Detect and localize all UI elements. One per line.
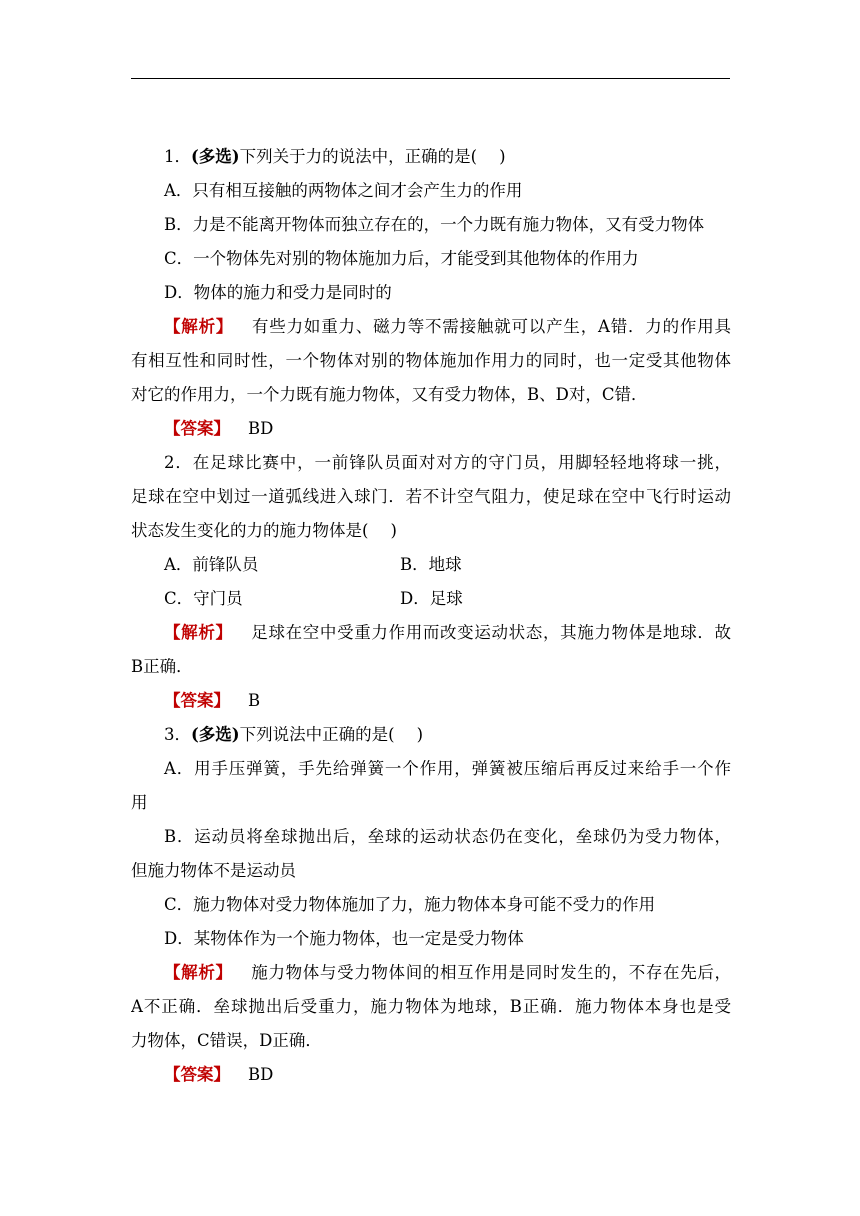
q2-options-row-2 xyxy=(131,582,731,616)
q3-option-a-line-2: 用 xyxy=(131,793,148,812)
q1-option-a: A．只有相互接触的两物体之间才会产生力的作用 xyxy=(164,181,523,200)
q3-option-b-line-1: B．运动员将垒球抛出后，垒球的运动状态仍在变化，垒球仍为受力物体， xyxy=(164,827,731,846)
q1-tag: (多选) xyxy=(191,147,240,166)
q1-answer xyxy=(131,412,731,446)
q3-option-d: D．某物体作为一个施力物体，也一定是受力物体 xyxy=(164,929,524,948)
header-rule xyxy=(131,78,730,79)
q3-analysis-text-1: 施力物体与受力物体间的相互作用是同时发生的，不存在先后， xyxy=(250,963,731,982)
q2-stem-line-3 xyxy=(131,514,731,548)
q1-analysis-line-3: 对它的作用力，一个力既有施力物体，又有受力物体，B、D对，C错． xyxy=(131,385,648,404)
q2-number: 2． xyxy=(164,453,193,472)
q2-analysis-line-2: B正确． xyxy=(131,657,193,676)
q1-option-d: D．物体的施力和受力是同时的 xyxy=(164,283,392,302)
q2-stem-line-2: 足球在空中划过一道弧线进入球门．若不计空气阻力，使足球在空中飞行时运动 xyxy=(131,487,731,506)
q3-analysis-line-3: 力物体，C错误，D正确． xyxy=(131,1031,322,1050)
q3-option-a-line-1: A．用手压弹簧，手先给弹簧一个作用，弹簧被压缩后再反过来给手一个作 xyxy=(164,759,731,778)
q1-stem-end: ) xyxy=(499,147,506,166)
q1-answer-label: 【答案】 xyxy=(164,419,230,438)
q2-answer-value: B xyxy=(248,691,261,710)
q3-stem xyxy=(131,718,731,752)
q3-stem-text: 下列说法中正确的是( xyxy=(239,725,395,744)
q1-option-b: B．力是不能离开物体而独立存在的，一个力既有施力物体，又有受力物体 xyxy=(164,215,705,234)
q1-analysis-line-2: 有相互性和同时性，一个物体对别的物体施加作用力的同时，也一定受其他物体 xyxy=(131,351,731,370)
q1-analysis-text-1: 有些力如重力、磁力等不需接触就可以产生，A错．力的作用具 xyxy=(251,317,731,336)
q1-stem-text: 下列关于力的说法中，正确的是( xyxy=(239,147,478,166)
q1-stem xyxy=(131,140,731,174)
q2-answer xyxy=(131,684,731,718)
q1-option-c: C．一个物体先对别的物体施加力后，才能受到其他物体的作用力 xyxy=(164,249,639,268)
page-content xyxy=(131,140,731,1092)
q2-stem-line-1 xyxy=(131,446,731,480)
q1-analysis-line-1 xyxy=(131,310,731,344)
q3-answer-label: 【答案】 xyxy=(164,1065,230,1084)
q3-analysis-line-1 xyxy=(131,956,731,990)
q2-stem-end: ) xyxy=(390,521,397,540)
q1-answer-value: BD xyxy=(248,419,274,438)
q3-analysis-label: 【解析】 xyxy=(164,963,233,982)
q2-answer-label: 【答案】 xyxy=(164,691,230,710)
q2-analysis-label: 【解析】 xyxy=(164,623,233,642)
q3-stem-end: ) xyxy=(416,725,423,744)
q2-stem-text-1: 在足球比赛中，一前锋队员面对对方的守门员，用脚轻轻地将球一挑， xyxy=(192,453,731,472)
q2-analysis-line-1 xyxy=(131,616,731,650)
q2-stem-text-3: 状态发生变化的力的施力物体是( xyxy=(131,521,369,540)
q1-number: 1． xyxy=(164,147,191,166)
q3-number: 3． xyxy=(164,725,191,744)
q2-option-b: B．地球 xyxy=(400,555,462,574)
q3-option-c: C．施力物体对受力物体施加了力，施力物体本身可能不受力的作用 xyxy=(164,895,656,914)
q2-option-a: A．前锋队员 xyxy=(164,555,259,574)
q2-options-row-1 xyxy=(131,548,731,582)
q3-tag: (多选) xyxy=(191,725,240,744)
q2-analysis-text-1: 足球在空中受重力作用而改变运动状态，其施力物体是地球．故 xyxy=(250,623,731,642)
q2-option-d: D．足球 xyxy=(400,589,463,608)
q3-option-b-line-2: 但施力物体不是运动员 xyxy=(131,861,296,880)
q2-option-c: C．守门员 xyxy=(164,589,243,608)
q3-analysis-line-2: A不正确．垒球抛出后受重力，施力物体为地球，B正确．施力物体本身也是受 xyxy=(131,997,731,1016)
q3-answer-value: BD xyxy=(248,1065,274,1084)
q3-answer xyxy=(131,1058,731,1092)
q1-analysis-label: 【解析】 xyxy=(164,317,234,336)
